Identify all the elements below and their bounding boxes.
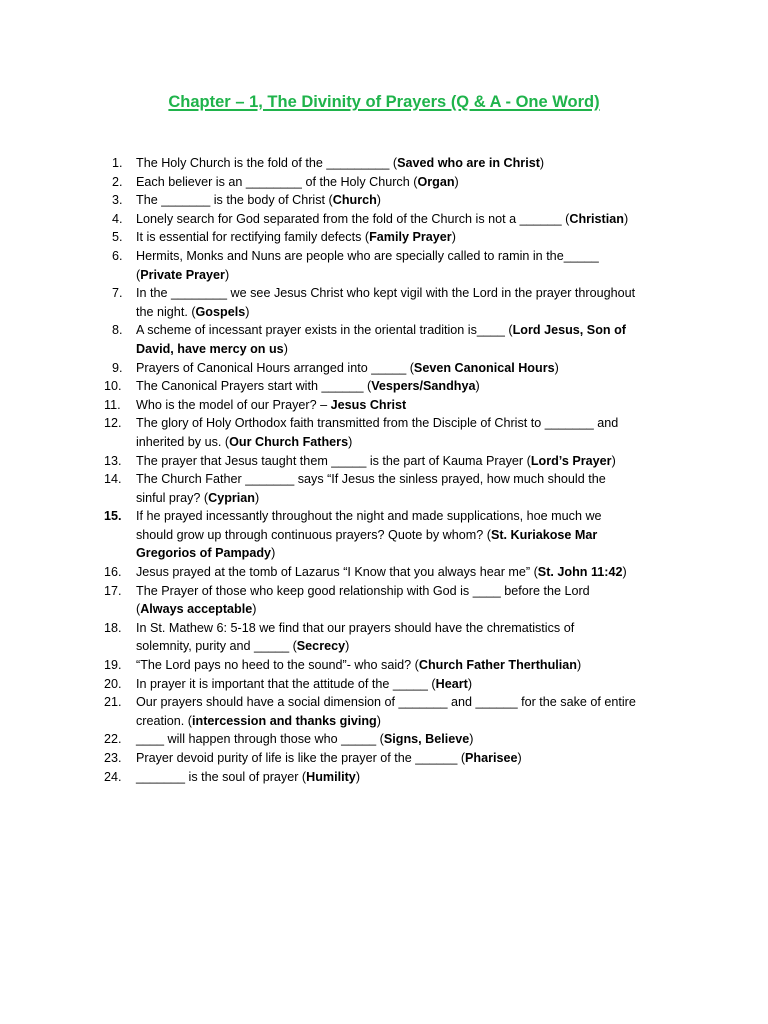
question-line xyxy=(136,563,688,582)
question-number: 22. xyxy=(104,732,122,747)
answer-text: Gospels xyxy=(195,304,246,319)
question-number: 3. xyxy=(112,193,123,208)
question-item xyxy=(104,749,688,768)
question-text: ) xyxy=(623,211,629,226)
question-text: The Holy Church is the fold of the _________ ( xyxy=(136,156,398,170)
question-item xyxy=(104,582,688,619)
question-line xyxy=(136,470,688,489)
question-list xyxy=(104,154,688,786)
question-line xyxy=(136,749,688,768)
answer-text: Signs, Believe xyxy=(383,732,470,747)
question-item xyxy=(104,414,688,451)
question-text: In the ________ we see Jesus Christ who kept vigil with the Lord in the prayer throughout xyxy=(136,286,636,301)
question-text: ) xyxy=(252,602,257,617)
question-number: 4. xyxy=(112,211,123,226)
question-text: Prayer devoid purity of life is like the prayer of the ______ ( xyxy=(136,751,466,765)
question-line xyxy=(136,526,688,545)
question-line xyxy=(136,228,688,247)
question-item xyxy=(104,173,688,192)
question-line xyxy=(136,284,688,303)
answer-text: Vespers/Sandhya xyxy=(371,379,476,394)
question-text: Each believer is an ________ of the Holy Church ( xyxy=(136,174,418,189)
question-line xyxy=(136,582,688,601)
question-number: 12. xyxy=(104,416,122,431)
question-line xyxy=(136,452,688,471)
question-line xyxy=(136,210,688,229)
question-text: Lonely search for God separated from the fold of the Church is not a ______ ( xyxy=(136,211,570,226)
answer-text: David, have mercy on us xyxy=(136,341,284,356)
question-line xyxy=(136,544,688,563)
answer-text: Always acceptable xyxy=(140,602,253,617)
question-number: 8. xyxy=(112,323,123,338)
question-number: 19. xyxy=(104,658,122,673)
question-number: 20. xyxy=(104,676,122,691)
answer-text: Christian xyxy=(569,211,624,226)
question-text: ) xyxy=(517,751,522,765)
question-number: 2. xyxy=(112,174,123,189)
question-line xyxy=(136,675,688,694)
question-text: In prayer it is important that the attitude of the _____ ( xyxy=(136,676,436,691)
question-text: If he prayed incessantly throughout the night and made supplications, hoe much we xyxy=(136,509,602,524)
question-item xyxy=(104,154,688,173)
question-text: The Prayer of those who keep good relationship with God is ____ before the Lord xyxy=(136,583,590,598)
question-number: 18. xyxy=(104,620,122,635)
question-text: A scheme of incessant prayer exists in the oriental tradition is____ ( xyxy=(136,323,513,338)
question-text: sinful pray? ( xyxy=(136,490,209,505)
question-line xyxy=(136,433,688,452)
answer-text: Our Church Fathers xyxy=(229,434,349,449)
question-text: ____ will happen through those who _____ ( xyxy=(136,732,384,747)
question-text: ) xyxy=(539,156,545,170)
question-line xyxy=(136,396,688,415)
question-text: ) xyxy=(451,230,456,245)
question-number: 13. xyxy=(104,453,122,468)
question-line xyxy=(136,321,688,340)
question-text: solemnity, purity and _____ ( xyxy=(136,639,297,654)
question-text: ) xyxy=(475,379,480,394)
question-number: 24. xyxy=(104,769,122,784)
question-item xyxy=(104,507,688,563)
question-line xyxy=(136,303,688,322)
answer-text: Church Father Therthulian xyxy=(418,658,577,673)
question-line xyxy=(136,637,688,656)
question-text: ) xyxy=(454,174,459,189)
question-text: ) xyxy=(622,565,627,580)
question-line xyxy=(136,730,688,749)
question-item xyxy=(104,768,688,787)
answer-text: Seven Canonical Hours xyxy=(413,360,555,375)
question-number: 10. xyxy=(104,379,122,394)
answer-text: Jesus Christ xyxy=(330,397,407,412)
question-text: ) xyxy=(611,453,616,468)
question-number: 9. xyxy=(112,360,123,375)
question-text: ) xyxy=(255,490,260,505)
question-text: Prayers of Canonical Hours arranged into _____ ( xyxy=(136,360,414,375)
question-item xyxy=(104,452,688,471)
question-line xyxy=(136,656,688,675)
question-text: ) xyxy=(345,639,350,654)
answer-text: Secrecy xyxy=(296,639,346,654)
question-text: ) xyxy=(224,267,230,282)
question-line xyxy=(136,507,688,526)
question-text: The glory of Holy Orthodox faith transmitted from the Disciple of Christ to _______ and xyxy=(136,416,619,431)
question-number: 11. xyxy=(104,397,121,412)
question-number: 17. xyxy=(104,583,122,598)
answer-text: St. Kuriakose Mar xyxy=(490,527,598,542)
question-item xyxy=(104,470,688,507)
question-line xyxy=(136,266,688,285)
question-line xyxy=(136,619,688,638)
question-text: ) xyxy=(245,304,250,319)
question-line xyxy=(136,191,688,210)
question-text: inherited by us. ( xyxy=(136,434,230,449)
question-item xyxy=(104,191,688,210)
question-number: 16. xyxy=(104,565,122,580)
question-line xyxy=(136,768,688,787)
question-text: creation. ( xyxy=(136,713,192,728)
question-text: Our prayers should have a social dimension of _______ and ______ for the sake of entire xyxy=(136,695,636,710)
question-item xyxy=(104,563,688,582)
question-text: ( xyxy=(136,267,141,282)
question-text: The prayer that Jesus taught them _____ is the part of Kauma Prayer ( xyxy=(136,453,531,468)
question-number: 5. xyxy=(112,230,123,245)
question-line xyxy=(136,340,688,359)
question-item xyxy=(104,247,688,284)
question-text: _______ is the soul of prayer ( xyxy=(136,769,307,784)
question-number: 1. xyxy=(112,156,123,170)
question-number: 6. xyxy=(112,248,123,263)
answer-text: Pharisee xyxy=(465,751,518,765)
answer-text: Lord’s Prayer xyxy=(530,453,612,468)
question-item xyxy=(104,730,688,749)
question-item xyxy=(104,656,688,675)
question-item xyxy=(104,359,688,378)
question-text: Hermits, Monks and Nuns are people who are specially called to ramin in the_____ xyxy=(136,248,599,263)
question-text: ) xyxy=(376,713,381,728)
answer-text: St. John 11:42 xyxy=(537,565,623,580)
question-text: “The Lord pays no heed to the sound”- who said? ( xyxy=(136,658,419,673)
answer-text: Family Prayer xyxy=(369,230,452,245)
question-line xyxy=(136,377,688,396)
question-text: The Canonical Prayers start with ______ ( xyxy=(136,379,372,394)
question-item xyxy=(104,210,688,229)
question-text: ) xyxy=(554,360,559,375)
question-text: Who is the model of our Prayer? – xyxy=(136,397,331,412)
answer-text: intercession and thanks giving xyxy=(192,713,377,728)
question-text: should grow up through continuous prayers? Quote by whom? ( xyxy=(136,527,491,542)
question-text: Jesus prayed at the tomb of Lazarus “I Know that you always hear me” ( xyxy=(136,565,538,580)
question-line xyxy=(136,693,688,712)
question-text: ) xyxy=(283,341,288,356)
question-text: ) xyxy=(355,769,361,784)
question-number: 14. xyxy=(104,472,122,487)
question-text: It is essential for rectifying family defects ( xyxy=(136,230,370,245)
question-item xyxy=(104,396,688,415)
question-text: ( xyxy=(136,602,141,617)
answer-text: Saved who are in Christ xyxy=(397,156,540,170)
page-title: Chapter – 1, The Divinity of Prayers (Q & A - One Word) xyxy=(168,93,600,111)
answer-text: Private Prayer xyxy=(140,267,225,282)
question-text: ) xyxy=(376,193,381,208)
question-item xyxy=(104,619,688,656)
answer-text: Heart xyxy=(435,676,468,691)
answer-text: Cyprian xyxy=(208,490,255,505)
question-item xyxy=(104,693,688,730)
question-line xyxy=(136,712,688,731)
question-item xyxy=(104,284,688,321)
question-line xyxy=(136,600,688,619)
question-text: ) xyxy=(271,546,276,561)
question-text: ) xyxy=(469,732,474,747)
answer-text: Organ xyxy=(417,174,455,189)
question-number: 21. xyxy=(104,695,122,710)
question-line xyxy=(136,173,688,192)
answer-text: Lord Jesus, Son of xyxy=(512,323,626,338)
question-text: The _______ is the body of Christ ( xyxy=(136,193,333,208)
question-line xyxy=(136,489,688,508)
question-item xyxy=(104,377,688,396)
answer-text: Gregorios of Pampady xyxy=(136,546,272,561)
answer-text: Church xyxy=(332,193,377,208)
question-item xyxy=(104,675,688,694)
question-line xyxy=(136,154,688,173)
question-number: 7. xyxy=(112,286,123,301)
question-text: ) xyxy=(467,676,473,691)
question-number: 23. xyxy=(104,751,122,765)
question-line xyxy=(136,414,688,433)
question-line xyxy=(136,359,688,378)
question-item xyxy=(104,228,688,247)
question-text: The Church Father _______ says “If Jesus the sinless prayed, how much should the xyxy=(136,472,606,487)
question-line xyxy=(136,247,688,266)
answer-text: Humility xyxy=(306,769,356,784)
question-text: In St. Mathew 6: 5-18 we find that our prayers should have the chrematistics of xyxy=(136,620,575,635)
question-item xyxy=(104,321,688,358)
question-number: 15. xyxy=(104,509,122,524)
question-text: ) xyxy=(576,658,582,673)
question-text: ) xyxy=(348,434,353,449)
question-text: the night. ( xyxy=(136,304,196,319)
